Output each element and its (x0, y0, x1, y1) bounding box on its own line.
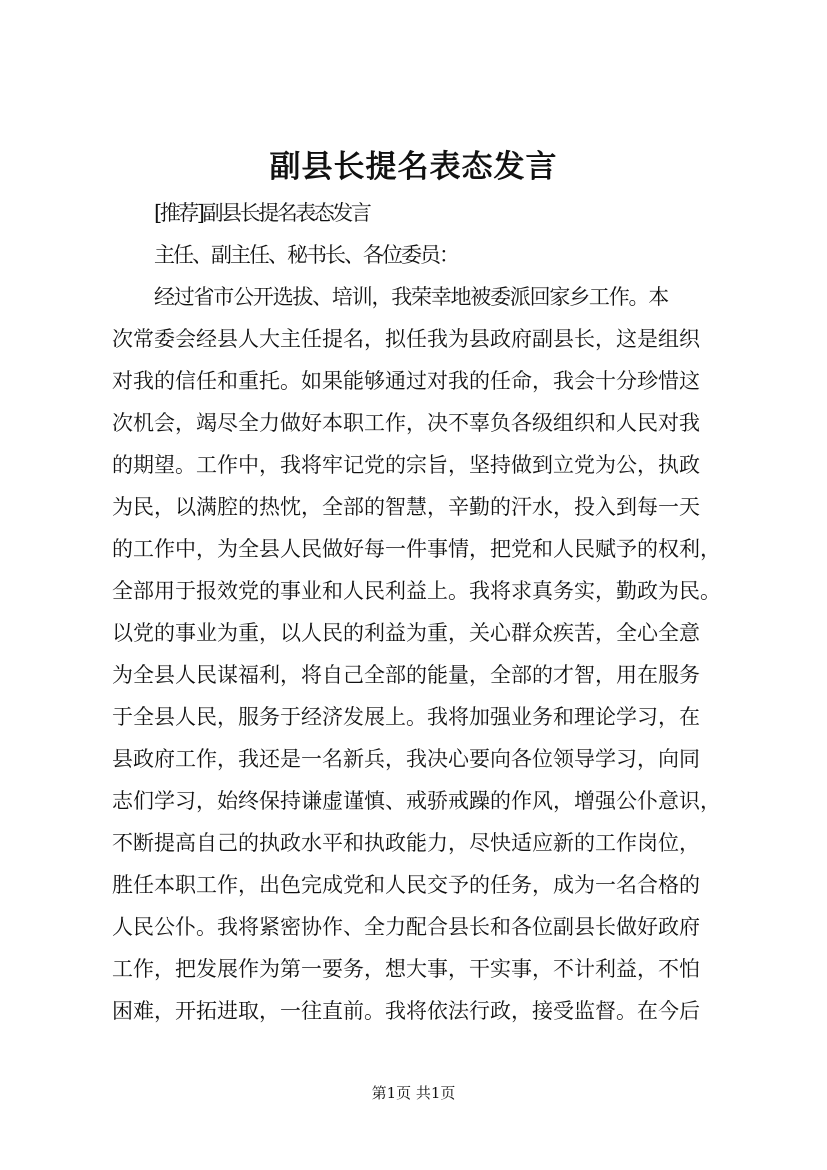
body-line: 经过省市公开选拔、培训，我荣幸地被委派回家乡工作。本 (154, 285, 668, 309)
body-line: 对我的信任和重托。如果能够通过对我的任命，我会十分珍惜这 (112, 369, 700, 393)
body-line: 工作，把发展作为第一要务，想大事，干实事，不计利益，不怕 (112, 957, 700, 981)
body-line: 志们学习，始终保持谦虚谨慎、戒骄戒躁的作风，增强公仆意识， (112, 789, 721, 813)
body-line: 县政府工作，我还是一名新兵，我决心要向各位领导学习，向同 (112, 747, 700, 771)
body-line: 的期望。工作中，我将牢记党的宗旨，坚持做到立党为公，执政 (112, 453, 700, 477)
body-line: 人民公仆。我将紧密协作、全力配合县长和各位副县长做好政府 (112, 915, 700, 939)
body-line: 不断提高自己的执政水平和执政能力，尽快适应新的工作岗位， (112, 831, 700, 855)
body-line: 次机会，竭尽全力做好本职工作，决不辜负各级组织和人民对我 (112, 411, 700, 435)
body-line: 以党的事业为重，以人民的利益为重，关心群众疾苦，全心全意 (112, 621, 700, 645)
body-line: 胜任本职工作，出色完成党和人民交予的任务，成为一名合格的 (112, 873, 700, 897)
body-line: 次常委会经县人大主任提名，拟任我为县政府副县长，这是组织 (112, 327, 700, 351)
salutation-line: 主任、副主任、秘书长、各位委员： (154, 243, 458, 267)
document-title: 副县长提名表态发言 (269, 149, 558, 185)
body-line: 困难，开拓进取，一往直前。我将依法行政，接受监督。在今后 (112, 999, 700, 1023)
body-line: 为民，以满腔的热忱，全部的智慧，辛勤的汗水，投入到每一天 (112, 495, 700, 519)
page-number-footer: 第1页 共1页 (371, 1084, 456, 1102)
body-line: 为全县人民谋福利，将自己全部的能量，全部的才智，用在服务 (112, 663, 700, 687)
body-line: 全部用于报效党的事业和人民利益上。我将求真务实，勤政为民。 (112, 579, 721, 603)
subtitle-line: [推荐]副县长提名表态发言 (154, 201, 370, 225)
body-line: 于全县人民，服务于经济发展上。我将加强业务和理论学习，在 (112, 705, 700, 729)
body-line: 的工作中，为全县人民做好每一件事情，把党和人民赋予的权利， (112, 537, 721, 561)
